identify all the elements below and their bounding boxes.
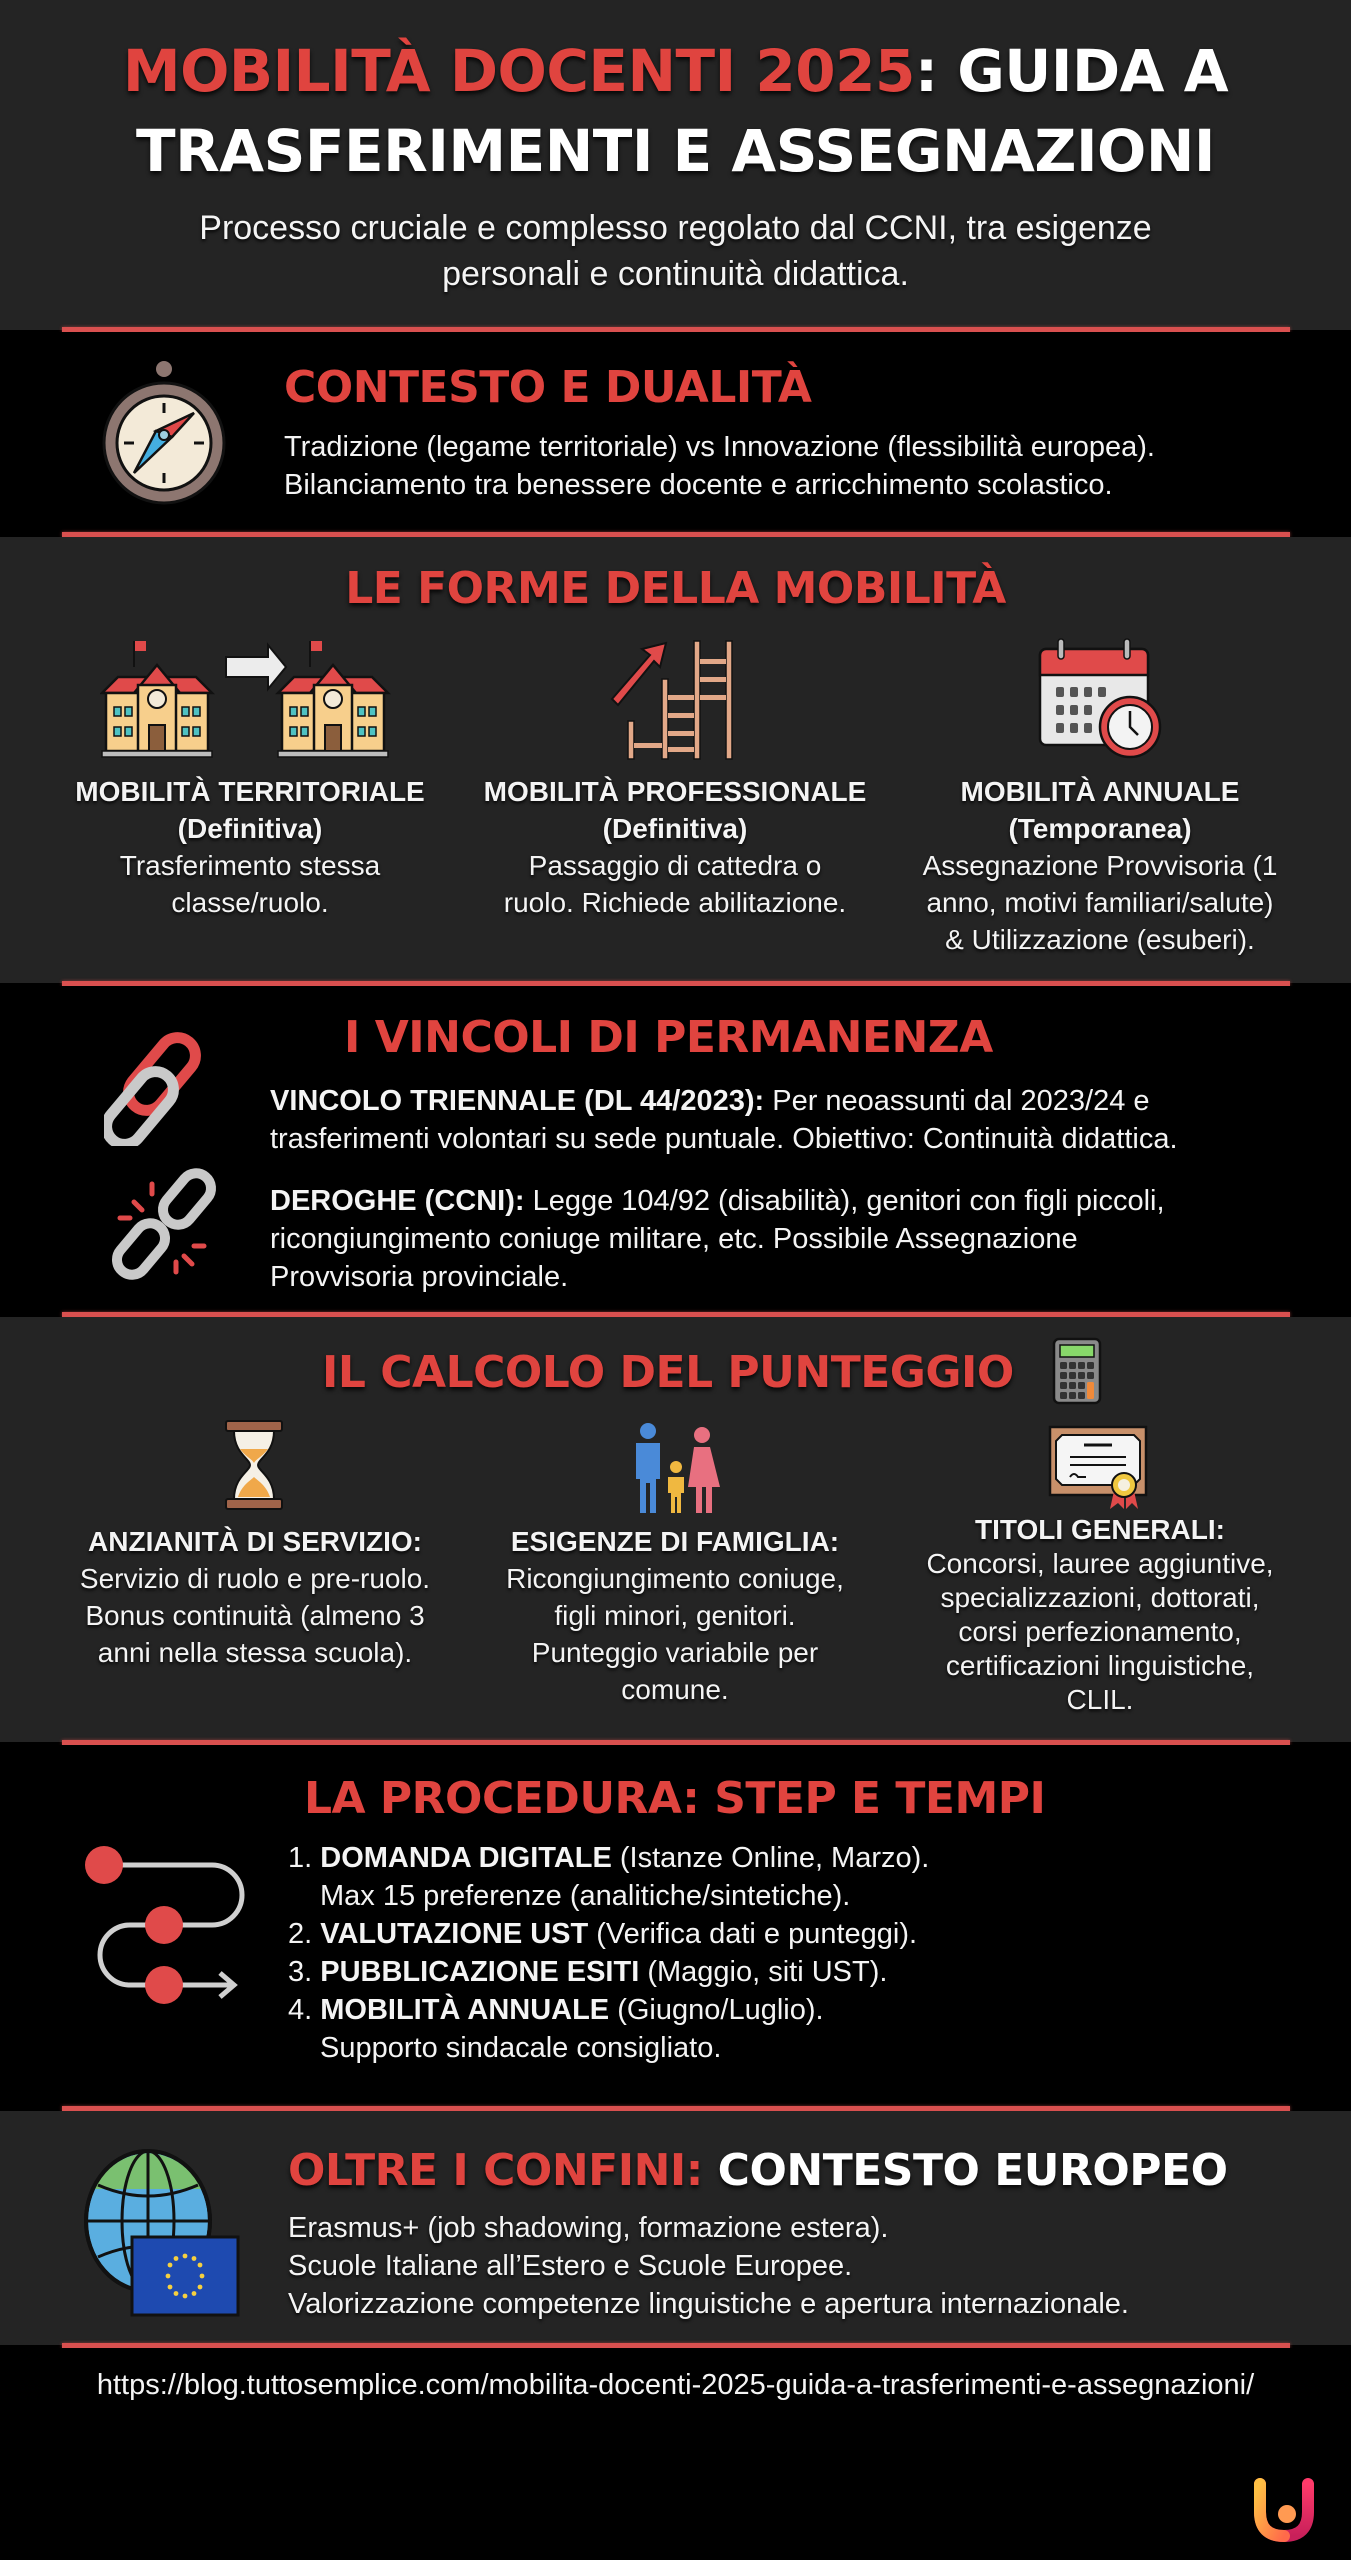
- punteggio-item-title: ANZIANITÀ DI SERVIZIO:: [88, 1526, 422, 1557]
- deroghe-text: Provvisoria provinciale.: [270, 1261, 569, 1293]
- contesto-title: CONTESTO E DUALITÀ: [284, 362, 812, 413]
- step-number: 4.: [288, 1994, 313, 2026]
- step-number: 2.: [288, 1918, 313, 1950]
- contesto-line-1: Tradizione (legame territoriale) vs Innovazione (flessibilità europea).: [284, 431, 1155, 463]
- step-number: 3.: [288, 1956, 313, 1988]
- procedura-step: [288, 1915, 929, 1953]
- vincoli-title: I VINCOLI DI PERMANENZA: [344, 1012, 993, 1063]
- punteggio-item-anzianita: [40, 1523, 470, 1671]
- forme-item-desc: Passaggio di cattedra o: [528, 850, 822, 881]
- family-icon: [628, 1421, 724, 1515]
- step-label: MOBILITÀ ANNUALE: [320, 1994, 610, 2026]
- punteggio-item-line: Bonus continuità (almeno 3: [85, 1600, 425, 1631]
- punteggio-item-titoli: [890, 1513, 1310, 1717]
- forme-item-desc: & Utilizzazione (esuberi).: [945, 924, 1255, 955]
- punteggio-item-line: Punteggio variabile per: [531, 1637, 819, 1668]
- europa-section: [0, 2111, 1351, 2345]
- punteggio-item-line: anni nella stessa scuola).: [97, 1637, 413, 1668]
- punteggio-section: [0, 1317, 1351, 1742]
- procedura-section: [0, 1745, 1351, 2108]
- forme-item-subtitle: (Definitiva): [177, 813, 323, 844]
- hourglass-icon: [224, 1419, 284, 1511]
- vincolo-text: Per neoassunti dal 2023/24 e: [764, 1085, 1150, 1117]
- forme-item-title: MOBILITÀ ANNUALE: [960, 776, 1240, 807]
- deroghe: [270, 1182, 1165, 1296]
- procedura-title: LA PROCEDURA: STEP E TEMPI: [304, 1773, 1046, 1824]
- main-title-highlight: MOBILITÀ DOCENTI 2025: [122, 37, 915, 105]
- procedura-step: [288, 1991, 929, 2029]
- step-extra: Supporto sindacale consigliato.: [320, 2032, 722, 2064]
- forme-item-desc: ruolo. Richiede abilitazione.: [503, 887, 847, 918]
- forme-item-annuale: [890, 773, 1310, 958]
- contesto-line-2: Bilanciamento tra benessere docente e arricchimento scolastico.: [284, 469, 1113, 501]
- forme-item-title: MOBILITÀ PROFESSIONALE: [483, 776, 867, 807]
- punteggio-item-title: ESIGENZE DI FAMIGLIA:: [510, 1526, 840, 1557]
- step-label: DOMANDA DIGITALE: [320, 1842, 612, 1874]
- career-ladder-icon: [608, 637, 748, 763]
- compass-icon: [98, 357, 230, 507]
- forme-item-desc: Trasferimento stessa: [119, 850, 381, 881]
- europa-title-part: CONTESTO EUROPEO: [702, 2145, 1228, 2196]
- contesto-section: [0, 332, 1351, 534]
- subtitle-line-2: personali e continuità didattica.: [442, 255, 909, 293]
- procedura-step: [288, 1839, 929, 1877]
- forme-item-territoriale: [50, 773, 450, 921]
- step-label: PUBBLICAZIONE ESITI: [320, 1956, 640, 1988]
- europa-line: Scuole Italiane all’Estero e Scuole Europee.: [288, 2250, 853, 2282]
- calendar-clock-icon: [1034, 637, 1164, 763]
- step-detail: (Verifica dati e punteggi).: [588, 1918, 918, 1950]
- punteggio-item-line: comune.: [621, 1674, 729, 1705]
- source-url-link[interactable]: https://blog.tuttosemplice.com/mobilita-docenti-2025-guida-a-trasferimenti-e-assegnazioni/: [96, 2369, 1255, 2401]
- europa-line: Erasmus+ (job shadowing, formazione estera).: [288, 2212, 889, 2244]
- vincolo-text: trasferimenti volontari su sede puntuale. Obiettivo: Continuità didattica.: [270, 1123, 1178, 1155]
- forme-item-subtitle: (Definitiva): [602, 813, 748, 844]
- punteggio-item-line: corsi perfezionamento,: [958, 1616, 1242, 1647]
- procedura-steps: [288, 1839, 929, 2067]
- forme-item-desc: classe/ruolo.: [171, 887, 329, 918]
- step-label: VALUTAZIONE UST: [320, 1918, 589, 1950]
- globe-eu-flag-icon: [82, 2149, 252, 2319]
- punteggio-item-line: figli minori, genitori.: [554, 1600, 796, 1631]
- forme-item-professionale: [470, 773, 880, 921]
- tuttosemplice-logo: [1252, 2476, 1316, 2542]
- process-path-icon: [82, 1843, 248, 2013]
- punteggio-item-line: Concorsi, lauree aggiuntive,: [926, 1548, 1274, 1579]
- step-detail: (Maggio, siti UST).: [639, 1956, 888, 1988]
- punteggio-item-line: specializzazioni, dottorati,: [940, 1582, 1260, 1613]
- broken-chain-icon: [104, 1162, 224, 1282]
- punteggio-item-line: Servizio di ruolo e pre-ruolo.: [79, 1563, 431, 1594]
- chain-link-icon: [104, 1026, 224, 1146]
- vincoli-section: [0, 986, 1351, 1314]
- deroghe-label: DEROGHE (CCNI):: [270, 1185, 525, 1217]
- forme-title: LE FORME DELLA MOBILITÀ: [345, 563, 1006, 614]
- europa-title: [288, 2143, 1227, 2199]
- punteggio-title: IL CALCOLO DEL PUNTEGGIO: [322, 1347, 1014, 1398]
- punteggio-item-famiglia: [470, 1523, 880, 1708]
- main-title-line-2: TRASFERIMENTI E ASSEGNAZIONI: [136, 117, 1215, 185]
- step-detail: (Istanze Online, Marzo).: [611, 1842, 930, 1874]
- forme-item-title: MOBILITÀ TERRITORIALE: [75, 776, 425, 807]
- forme-item-subtitle: (Temporanea): [1008, 813, 1192, 844]
- punteggio-item-title: TITOLI GENERALI:: [975, 1514, 1225, 1545]
- school-transfer-icon: [100, 637, 400, 763]
- forme-item-desc: Assegnazione Provvisoria (1: [922, 850, 1278, 881]
- deroghe-text: Legge 104/92 (disabilità), genitori con figli piccoli,: [524, 1185, 1165, 1217]
- europa-lines: [288, 2209, 1129, 2323]
- main-title-part: : GUIDA A: [914, 37, 1229, 105]
- procedura-step: [288, 1953, 929, 1991]
- calculator-icon: [1052, 1337, 1102, 1405]
- step-detail: (Giugno/Luglio).: [609, 1994, 824, 2026]
- vincolo-label: VINCOLO TRIENNALE (DL 44/2023):: [270, 1085, 765, 1117]
- europa-line: Valorizzazione competenze linguistiche e apertura internazionale.: [288, 2288, 1129, 2320]
- subtitle-line-1: Processo cruciale e complesso regolato dal CCNI, tra esigenze: [199, 209, 1152, 247]
- punteggio-item-line: Ricongiungimento coniuge,: [506, 1563, 844, 1594]
- deroghe-text: ricongiungimento coniuge militare, etc. Possibile Assegnazione: [270, 1223, 1078, 1255]
- forme-item-desc: anno, motivi familiari/salute): [926, 887, 1274, 918]
- certificate-icon: [1048, 1425, 1148, 1515]
- step-number: 1.: [288, 1842, 313, 1874]
- header-section: [0, 0, 1351, 330]
- vincolo-triennale: [270, 1082, 1178, 1158]
- forme-section: [0, 537, 1351, 983]
- punteggio-item-line: certificazioni linguistiche,: [945, 1650, 1255, 1681]
- europa-title-highlight: OLTRE I CONFINI:: [288, 2145, 703, 2196]
- footer-section: [0, 2348, 1351, 2560]
- step-extra: Max 15 preferenze (analitiche/sintetiche).: [320, 1880, 851, 1912]
- punteggio-item-line: CLIL.: [1066, 1684, 1134, 1715]
